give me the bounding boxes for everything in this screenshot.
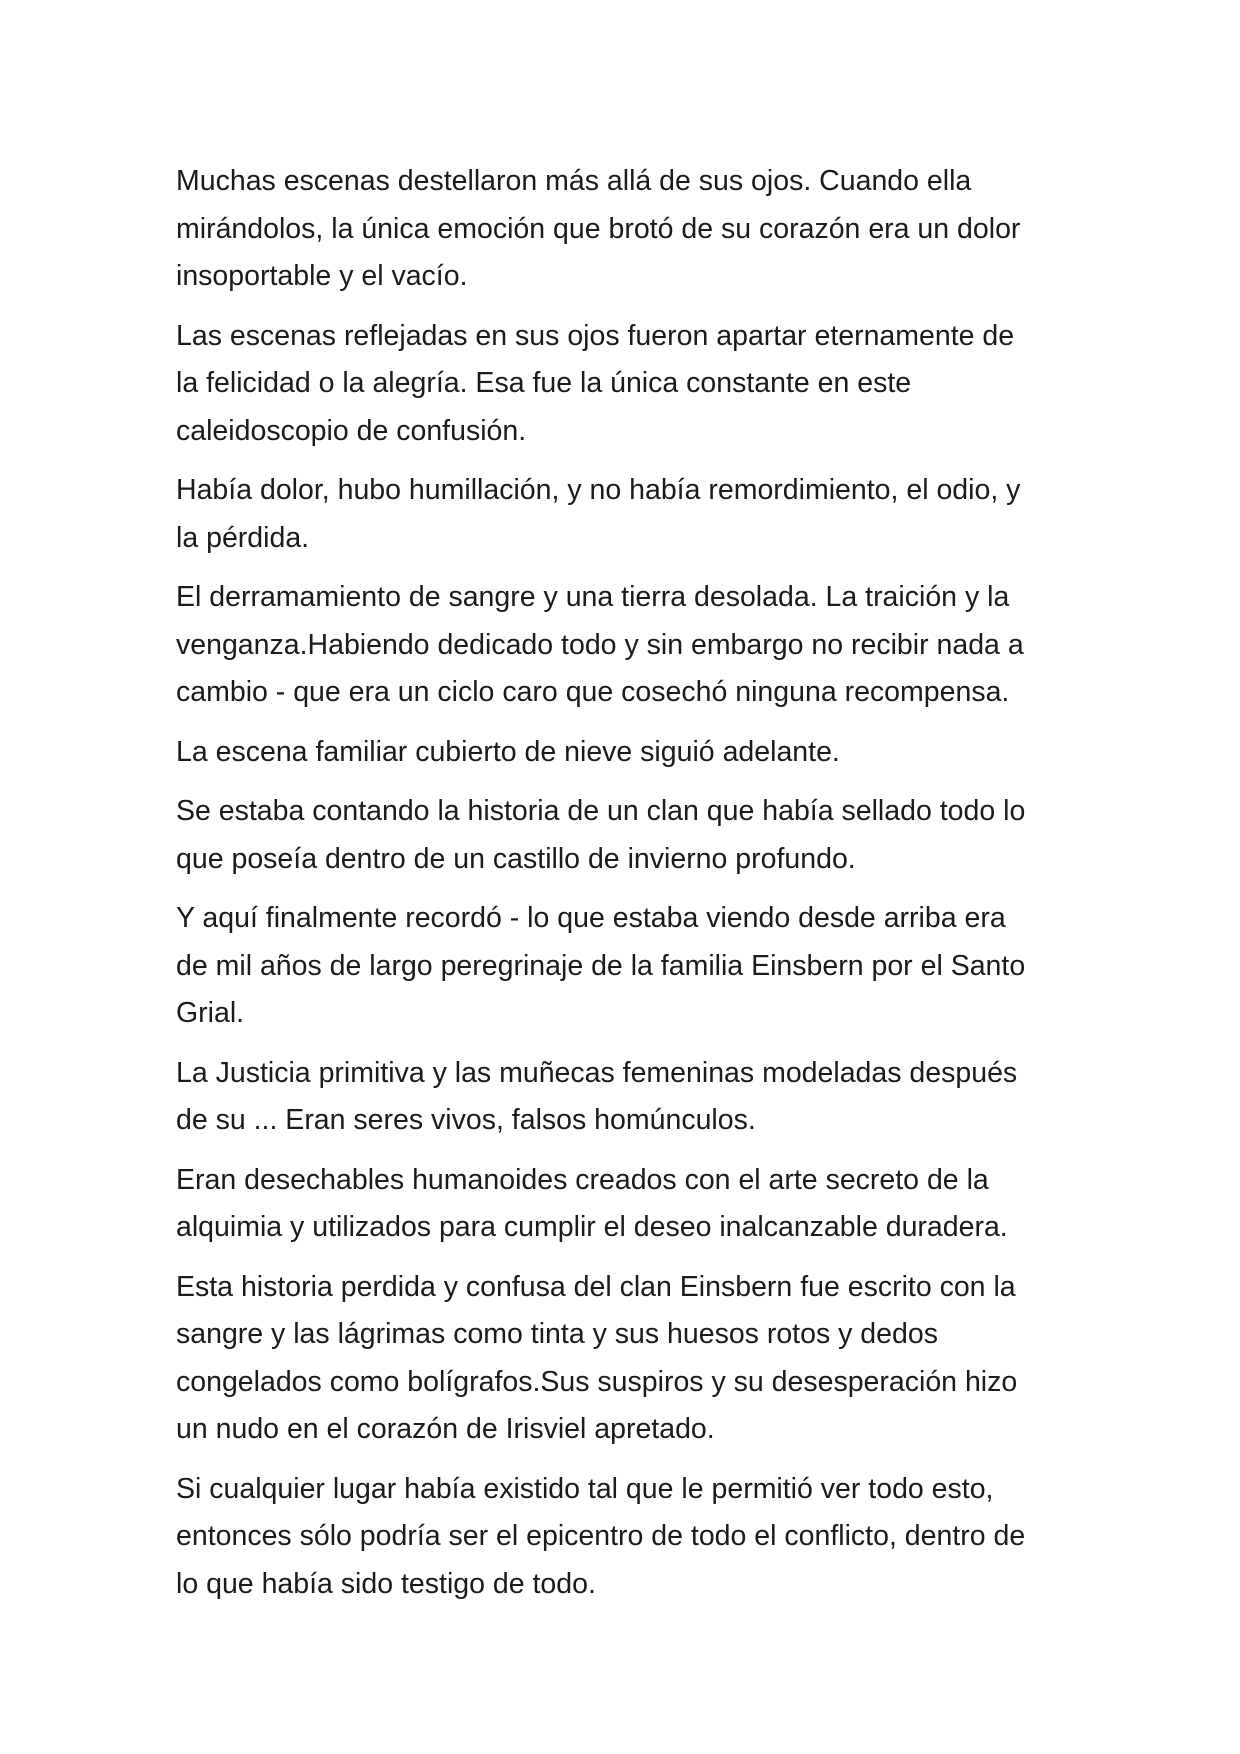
text-line: Había dolor, hubo humillación, y no había remordimiento, el odio, y xyxy=(176,474,1021,506)
paragraph xyxy=(176,574,1056,717)
text-line: Se estaba contando la historia de un clan que había sellado todo lo xyxy=(176,795,1026,827)
paragraph xyxy=(176,895,1056,1038)
paragraph xyxy=(176,788,1056,883)
text-line: Muchas escenas destellaron más allá de sus ojos. Cuando ella xyxy=(176,165,972,197)
text-line: Y aquí finalmente recordó - lo que estaba viendo desde arriba era xyxy=(176,902,1006,934)
text-line: la felicidad o la alegría. Esa fue la única constante en este xyxy=(176,367,912,399)
text-line: Grial. xyxy=(176,997,245,1029)
text-line: Eran desechables humanoides creados con el arte secreto de la xyxy=(176,1163,989,1196)
text-line: Si cualquier lugar había existido tal que le permitió ver todo esto, xyxy=(176,1472,994,1505)
text-line: Esta historia perdida y confusa del clan Einsbern fue escrito con la xyxy=(176,1270,1016,1303)
text-line: que poseía dentro de un castillo de invierno profundo. xyxy=(176,842,856,875)
text-line: Las escenas reflejadas en sus ojos fueron apartar eternamente de xyxy=(176,319,1015,352)
text-line: alquimia y utilizados para cumplir el deseo inalcanzable duradera. xyxy=(176,1211,1008,1243)
paragraph xyxy=(176,158,1056,301)
text-line: de su ... Eran seres vivos, falsos homúnculos. xyxy=(176,1104,756,1136)
paragraph xyxy=(176,313,1056,456)
paragraph xyxy=(176,1264,1056,1454)
text-line: la pérdida. xyxy=(176,521,310,554)
text-line: entonces sólo podría ser el epicentro de todo el conflicto, dentro de xyxy=(176,1520,1026,1552)
text-line: El derramamiento de sangre y una tierra desolada. La traición y la xyxy=(176,581,1010,613)
text-line: La Justicia primitiva y las muñecas femeninas modeladas después xyxy=(176,1056,1018,1089)
text-line: mirándolos, la única emoción que brotó de su corazón era un dolor xyxy=(176,212,1021,245)
text-line: congelados como bolígrafos.Sus suspiros y su desesperación hizo xyxy=(176,1365,1018,1398)
text-line: caleidoscopio de confusión. xyxy=(176,414,527,447)
document-body xyxy=(176,158,1056,1620)
text-line: cambio - que era un ciclo caro que cosechó ninguna recompensa. xyxy=(176,676,1010,708)
text-line: sangre y las lágrimas como tinta y sus huesos rotos y dedos xyxy=(176,1318,938,1350)
paragraph xyxy=(176,1466,1056,1609)
text-line: venganza.Habiendo dedicado todo y sin embargo no recibir nada a xyxy=(176,628,1024,661)
text-line: La escena familiar cubierto de nieve siguió adelante. xyxy=(176,735,840,768)
text-line: de mil años de largo peregrinaje de la familia Einsbern por el Santo xyxy=(176,949,1026,982)
paragraph xyxy=(176,1050,1056,1145)
text-line: un nudo en el corazón de Irisviel apretado. xyxy=(176,1413,715,1445)
text-line: lo que había sido testigo de todo. xyxy=(176,1567,596,1600)
paragraph xyxy=(176,467,1056,562)
text-line: insoportable y el vacío. xyxy=(176,260,468,292)
paragraph xyxy=(176,729,1056,777)
paragraph xyxy=(176,1157,1056,1252)
